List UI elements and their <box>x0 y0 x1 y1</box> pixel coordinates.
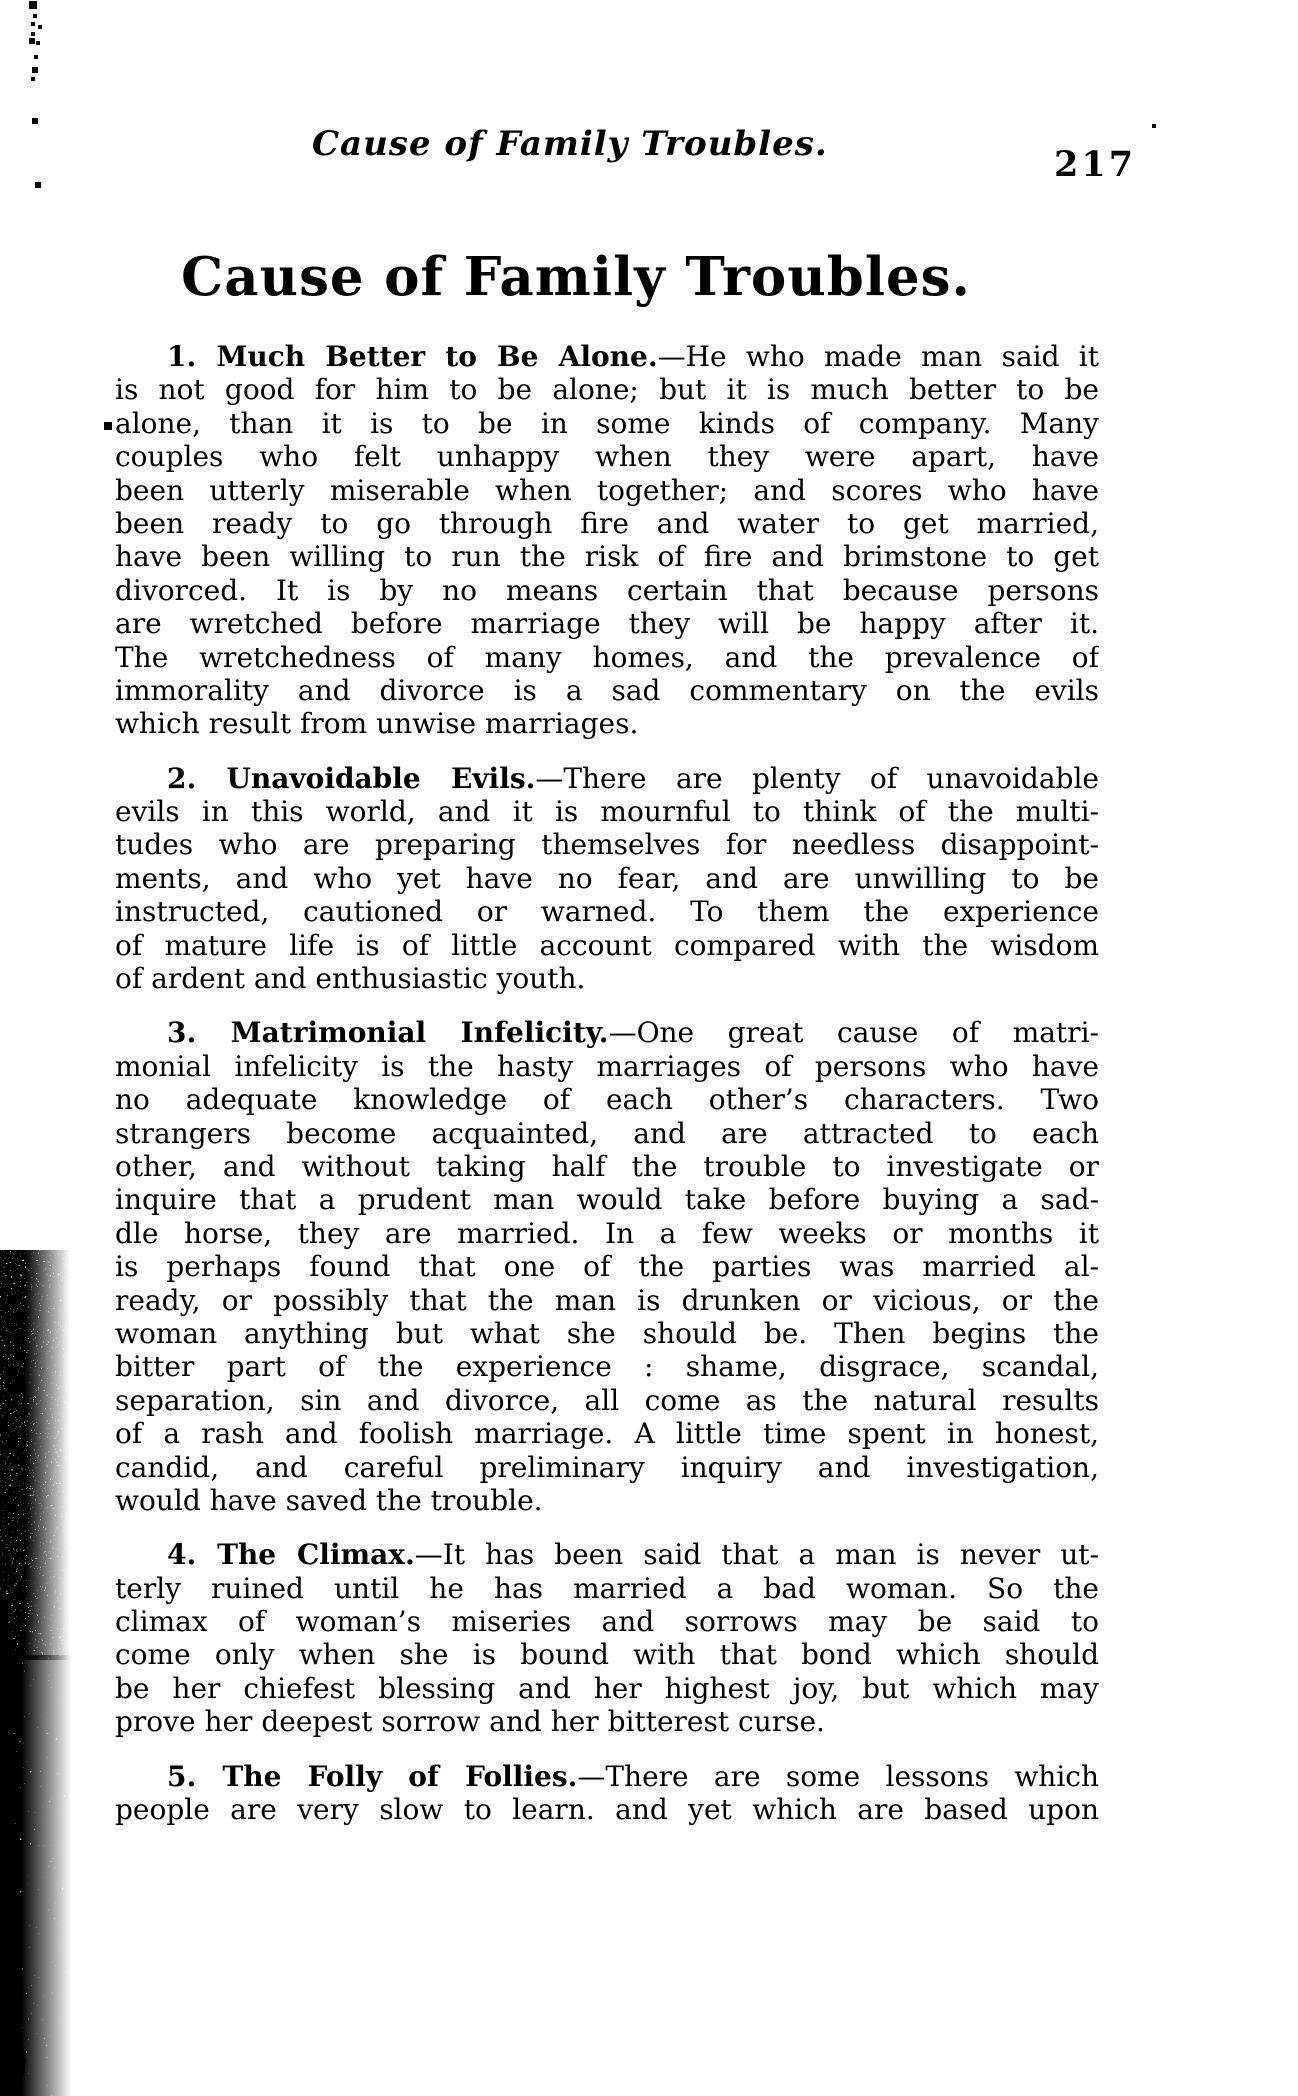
text-line: woman anything but what she should be. Then begins the <box>115 1316 1099 1350</box>
section-heading: 5. The Folly of Follies. <box>167 1759 578 1793</box>
text-line: The wretchedness of many homes, and the prevalence of <box>115 640 1099 674</box>
page-title: Cause of Family Troubles. <box>181 246 971 308</box>
page-number: 217 <box>1054 144 1137 185</box>
text-line: 5. The Folly of Follies.—There are some lessons which <box>167 1759 1099 1793</box>
text-line: prove her deepest sorrow and her bitterest curse. <box>115 1705 825 1739</box>
text-line: 3. Matrimonial Infelicity.—One great cause of matri- <box>167 1016 1099 1050</box>
text-line: instructed, cautioned or warned. To them the experience <box>115 895 1099 929</box>
section-heading: 3. Matrimonial Infelicity. <box>167 1016 609 1050</box>
binding-speckle-sparse <box>0 1250 70 1660</box>
text-line: separation, sin and divorce, all come as the natural results <box>115 1383 1099 1417</box>
scan-specks <box>0 0 4 4</box>
text-line: 4. The Climax.—It has been said that a man is never ut- <box>167 1538 1099 1572</box>
text-line: no adequate knowledge of each other’s characters. Two <box>115 1083 1099 1117</box>
text-line: be her chiefest blessing and her highest joy, but which may <box>115 1671 1099 1705</box>
text-line: of mature life is of little account compared with the wisdom <box>115 928 1099 962</box>
text-line: people are very slow to learn. and yet which are based upon <box>115 1793 1099 1827</box>
text-line: immorality and divorce is a sad commentary on the evils <box>115 673 1099 707</box>
text-line: have been willing to run the risk of fire and brimstone to get <box>115 540 1099 574</box>
text-line: been utterly miserable when together; and scores who have <box>115 473 1099 507</box>
section-heading: 4. The Climax. <box>167 1538 415 1572</box>
text-line: monial infelicity is the hasty marriages of persons who have <box>115 1049 1099 1083</box>
binding-speckle-dense <box>0 1655 84 2096</box>
text-line: climax of woman’s miseries and sorrows may be said to <box>115 1605 1099 1639</box>
text-line: of ardent and enthusiastic youth. <box>115 962 586 996</box>
text-line: couples who felt unhappy when they were apart, have <box>115 440 1099 474</box>
text-line: been ready to go through fire and water to get married, <box>115 506 1099 540</box>
running-header: Cause of Family Troubles. <box>312 124 828 164</box>
text-line: 2. Unavoidable Evils.—There are plenty of unavoidable <box>167 761 1099 795</box>
body-text <box>115 340 1099 1826</box>
text-line: evils in this world, and it is mournful to think of the multi- <box>115 795 1099 829</box>
text-line: are wretched before marriage they will be happy after it. <box>115 607 1099 641</box>
text-line: terly ruined until he has married a bad woman. So the <box>115 1571 1099 1605</box>
text-line: ments, and who yet have no fear, and are unwilling to be <box>115 861 1099 895</box>
text-line: bitter part of the experience : shame, disgrace, scandal, <box>115 1350 1099 1384</box>
paragraph <box>115 762 1099 996</box>
text-line: come only when she is bound with that bond which should <box>115 1638 1099 1672</box>
text-line: is not good for him to be alone; but it is much better to be <box>115 373 1099 407</box>
text-line: tudes who are preparing themselves for needless disappoint- <box>115 828 1099 862</box>
text-line: is perhaps found that one of the parties was married al- <box>115 1250 1099 1284</box>
text-line: which result from unwise marriages. <box>115 707 639 741</box>
text-line: dle horse, they are married. In a few weeks or months it <box>115 1216 1099 1250</box>
text-line: other, and without taking half the trouble to investigate or <box>115 1149 1099 1183</box>
text-line: ready, or possibly that the man is drunken or vicious, or the <box>115 1283 1099 1317</box>
text-line: candid, and careful preliminary inquiry and investigation, <box>115 1450 1099 1484</box>
paragraph <box>115 1016 1099 1517</box>
text-line: strangers become acquainted, and are attracted to each <box>115 1116 1099 1150</box>
text-line: inquire that a prudent man would take before buying a sad- <box>115 1183 1099 1217</box>
section-heading: 2. Unavoidable Evils. <box>167 761 536 795</box>
section-heading: 1. Much Better to Be Alone. <box>167 340 658 373</box>
paragraph <box>115 1760 1099 1827</box>
text-line: of a rash and foolish marriage. A little time spent in honest, <box>115 1417 1099 1451</box>
paragraph <box>115 1538 1099 1738</box>
text-line: alone, than it is to be in some kinds of company. Many <box>115 406 1099 440</box>
text-line: divorced. It is by no means certain that because persons <box>115 573 1099 607</box>
paragraph <box>115 340 1099 741</box>
text-line: 1. Much Better to Be Alone.—He who made man said it <box>167 340 1099 373</box>
text-line: would have saved the trouble. <box>115 1483 543 1517</box>
